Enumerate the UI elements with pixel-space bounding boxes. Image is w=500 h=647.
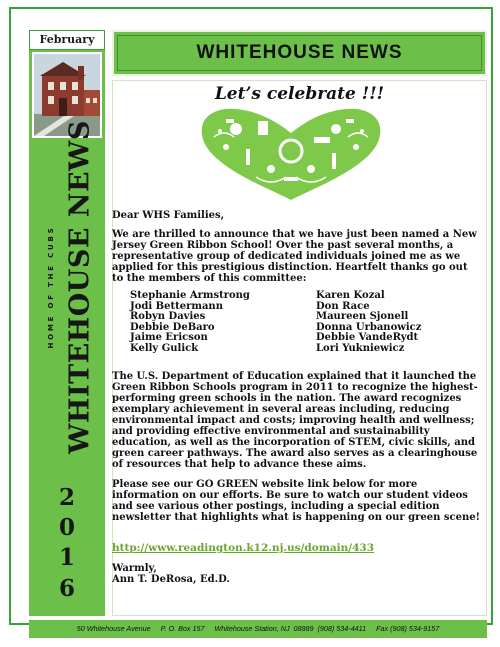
year-digit: 0 [58,514,75,541]
committee-member: Jodi Bettermann [130,300,223,312]
committee-member: Donna Urbanowicz [316,321,422,333]
committee-member: Lori Yukniewicz [316,342,405,354]
year-digit: 1 [58,544,75,571]
year-digit: 2 [58,484,75,511]
committee-member: Maureen Sjonell [316,311,409,323]
program-paragraph: The U.S. Department of Education explained that it launched the Green Ribbon Schools program in 2011 to recognize the highest-performing green schools in the nation. The award recognizes exemplary achievement in several areas including, reducing environmental impact and costs; improving health and wellness; and providing effective environmental and sustainability education, as well as the incorporation of STEM, civic skills, and green career pathways. The award also serves as a clearinghouse of resources that help to advance these aims. [112,371,478,470]
year-digit: 6 [58,575,75,602]
committee-member: Karen Kozal [316,290,385,301]
green-heart-icon [196,107,386,202]
closing: Warmly, [112,563,157,574]
committee-member: Jaime Ericson [130,332,208,344]
go-green-link[interactable]: http://www.readington.k12.nj.us/domain/433 [112,542,375,554]
committee-member: Don Race [316,300,370,312]
go-green-paragraph: Please see our GO GREEN website link below for more information on our efforts. Be sure to watch our student videos and see various other postings, including a special edition newsletter that highlights what is happening on our green scene! [112,479,481,523]
masthead-subtitle: HOME OF THE CUBS [47,225,55,349]
signature: Ann T. DeRosa, Ed.D. [112,574,230,585]
footer-bar [29,620,487,638]
committee-member: Robyn Davies [130,311,206,323]
committee-column-right [316,291,421,355]
committee-member: Kelly Gulick [130,342,199,354]
issue-date-box [29,30,105,50]
committee-member: Debbie DeBaro [130,321,215,333]
footer-address: 50 Whitehouse Avenue P. O. Box 157 Whitehouse Station, NJ 08889 (908) 534-4411 Fax (908) 534-9157 [76,624,440,633]
celebrate-heading: Let’s celebrate !!! [214,84,385,104]
letter-greeting: Dear WHS Families, [112,210,225,221]
masthead-title: WHITEHOUSE NEWS [64,120,96,454]
vertical-masthead [30,120,106,454]
committee-member: Stephanie Armstrong [130,290,250,301]
committee-column-left [130,291,250,355]
header-banner [112,30,487,76]
issue-date: February [39,33,95,46]
page-title: WHITEHOUSE NEWS [196,42,403,63]
signoff [112,563,230,585]
intro-paragraph: We are thrilled to announce that we have just been named a New Jersey Green Ribbon School! Over the past several months, a representative group of dedicated individuals joined me as we applied for this prestigious distinction. Heartfelt thanks go out to the members of this committee: [112,229,477,284]
committee-member: Debbie VandeRydt [316,332,419,344]
